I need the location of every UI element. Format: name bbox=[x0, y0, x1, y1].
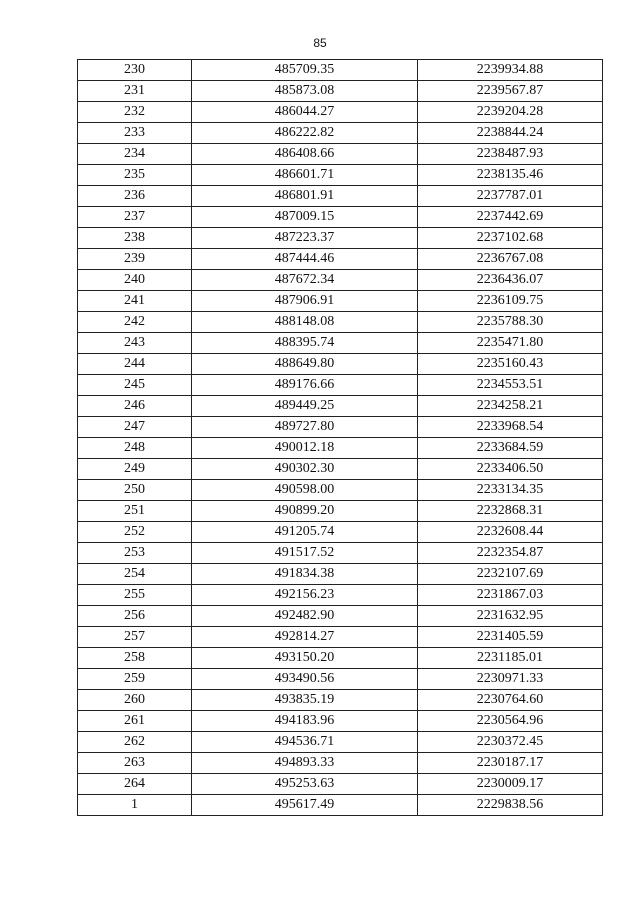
x-coordinate-cell: 486601.71 bbox=[192, 165, 418, 186]
x-coordinate-cell: 488148.08 bbox=[192, 312, 418, 333]
table-row bbox=[78, 396, 603, 417]
point-number-cell: 242 bbox=[78, 312, 192, 333]
x-coordinate-cell: 489727.80 bbox=[192, 417, 418, 438]
y-coordinate-cell: 2238487.93 bbox=[418, 144, 603, 165]
table-row bbox=[78, 186, 603, 207]
y-coordinate-cell: 2230764.60 bbox=[418, 690, 603, 711]
x-coordinate-cell: 487009.15 bbox=[192, 207, 418, 228]
table-row bbox=[78, 669, 603, 690]
point-number-cell: 239 bbox=[78, 249, 192, 270]
y-coordinate-cell: 2230372.45 bbox=[418, 732, 603, 753]
point-number-cell: 262 bbox=[78, 732, 192, 753]
x-coordinate-cell: 486044.27 bbox=[192, 102, 418, 123]
table-row bbox=[78, 102, 603, 123]
x-coordinate-cell: 486801.91 bbox=[192, 186, 418, 207]
y-coordinate-cell: 2231632.95 bbox=[418, 606, 603, 627]
x-coordinate-cell: 485709.35 bbox=[192, 60, 418, 81]
x-coordinate-cell: 487444.46 bbox=[192, 249, 418, 270]
point-number-cell: 260 bbox=[78, 690, 192, 711]
y-coordinate-cell: 2238844.24 bbox=[418, 123, 603, 144]
table-row bbox=[78, 207, 603, 228]
point-number-cell: 237 bbox=[78, 207, 192, 228]
point-number-cell: 243 bbox=[78, 333, 192, 354]
point-number-cell: 244 bbox=[78, 354, 192, 375]
table-row bbox=[78, 627, 603, 648]
point-number-cell: 248 bbox=[78, 438, 192, 459]
table-row bbox=[78, 522, 603, 543]
x-coordinate-cell: 489176.66 bbox=[192, 375, 418, 396]
point-number-cell: 251 bbox=[78, 501, 192, 522]
x-coordinate-cell: 494536.71 bbox=[192, 732, 418, 753]
table-row bbox=[78, 291, 603, 312]
x-coordinate-cell: 494893.33 bbox=[192, 753, 418, 774]
table-row bbox=[78, 648, 603, 669]
table-row bbox=[78, 753, 603, 774]
point-number-cell: 240 bbox=[78, 270, 192, 291]
table-row bbox=[78, 543, 603, 564]
point-number-cell: 255 bbox=[78, 585, 192, 606]
y-coordinate-cell: 2230971.33 bbox=[418, 669, 603, 690]
point-number-cell: 253 bbox=[78, 543, 192, 564]
coordinates-table bbox=[77, 59, 603, 816]
x-coordinate-cell: 487672.34 bbox=[192, 270, 418, 291]
y-coordinate-cell: 2233134.35 bbox=[418, 480, 603, 501]
table-row bbox=[78, 144, 603, 165]
y-coordinate-cell: 2235788.30 bbox=[418, 312, 603, 333]
x-coordinate-cell: 488395.74 bbox=[192, 333, 418, 354]
point-number-cell: 249 bbox=[78, 459, 192, 480]
x-coordinate-cell: 490598.00 bbox=[192, 480, 418, 501]
y-coordinate-cell: 2231867.03 bbox=[418, 585, 603, 606]
table-row bbox=[78, 270, 603, 291]
x-coordinate-cell: 492482.90 bbox=[192, 606, 418, 627]
x-coordinate-cell: 493835.19 bbox=[192, 690, 418, 711]
table-row bbox=[78, 417, 603, 438]
x-coordinate-cell: 493490.56 bbox=[192, 669, 418, 690]
point-number-cell: 232 bbox=[78, 102, 192, 123]
table-row bbox=[78, 774, 603, 795]
point-number-cell: 233 bbox=[78, 123, 192, 144]
x-coordinate-cell: 495617.49 bbox=[192, 795, 418, 816]
table-row bbox=[78, 375, 603, 396]
point-number-cell: 257 bbox=[78, 627, 192, 648]
x-coordinate-cell: 493150.20 bbox=[192, 648, 418, 669]
x-coordinate-cell: 486408.66 bbox=[192, 144, 418, 165]
point-number-cell: 254 bbox=[78, 564, 192, 585]
y-coordinate-cell: 2232608.44 bbox=[418, 522, 603, 543]
table-row bbox=[78, 249, 603, 270]
y-coordinate-cell: 2237787.01 bbox=[418, 186, 603, 207]
point-number-cell: 234 bbox=[78, 144, 192, 165]
table-row bbox=[78, 165, 603, 186]
x-coordinate-cell: 490302.30 bbox=[192, 459, 418, 480]
y-coordinate-cell: 2236109.75 bbox=[418, 291, 603, 312]
x-coordinate-cell: 486222.82 bbox=[192, 123, 418, 144]
y-coordinate-cell: 2238135.46 bbox=[418, 165, 603, 186]
table-row bbox=[78, 333, 603, 354]
table-row bbox=[78, 438, 603, 459]
table-row bbox=[78, 732, 603, 753]
point-number-cell: 238 bbox=[78, 228, 192, 249]
table-row bbox=[78, 585, 603, 606]
point-number-cell: 264 bbox=[78, 774, 192, 795]
point-number-cell: 252 bbox=[78, 522, 192, 543]
table-row bbox=[78, 606, 603, 627]
point-number-cell: 250 bbox=[78, 480, 192, 501]
table-row bbox=[78, 564, 603, 585]
point-number-cell: 235 bbox=[78, 165, 192, 186]
y-coordinate-cell: 2236436.07 bbox=[418, 270, 603, 291]
y-coordinate-cell: 2230187.17 bbox=[418, 753, 603, 774]
x-coordinate-cell: 485873.08 bbox=[192, 81, 418, 102]
table-row bbox=[78, 459, 603, 480]
y-coordinate-cell: 2234553.51 bbox=[418, 375, 603, 396]
table-row bbox=[78, 228, 603, 249]
y-coordinate-cell: 2230564.96 bbox=[418, 711, 603, 732]
table-row bbox=[78, 312, 603, 333]
table-row bbox=[78, 690, 603, 711]
x-coordinate-cell: 487223.37 bbox=[192, 228, 418, 249]
table-row bbox=[78, 480, 603, 501]
table-row bbox=[78, 60, 603, 81]
x-coordinate-cell: 491834.38 bbox=[192, 564, 418, 585]
y-coordinate-cell: 2232107.69 bbox=[418, 564, 603, 585]
y-coordinate-cell: 2232868.31 bbox=[418, 501, 603, 522]
point-number-cell: 231 bbox=[78, 81, 192, 102]
point-number-cell: 247 bbox=[78, 417, 192, 438]
x-coordinate-cell: 490012.18 bbox=[192, 438, 418, 459]
x-coordinate-cell: 492156.23 bbox=[192, 585, 418, 606]
x-coordinate-cell: 494183.96 bbox=[192, 711, 418, 732]
y-coordinate-cell: 2239204.28 bbox=[418, 102, 603, 123]
point-number-cell: 236 bbox=[78, 186, 192, 207]
y-coordinate-cell: 2229838.56 bbox=[418, 795, 603, 816]
point-number-cell: 258 bbox=[78, 648, 192, 669]
y-coordinate-cell: 2233684.59 bbox=[418, 438, 603, 459]
table-row bbox=[78, 123, 603, 144]
x-coordinate-cell: 487906.91 bbox=[192, 291, 418, 312]
y-coordinate-cell: 2230009.17 bbox=[418, 774, 603, 795]
y-coordinate-cell: 2233406.50 bbox=[418, 459, 603, 480]
table-row bbox=[78, 81, 603, 102]
y-coordinate-cell: 2239934.88 bbox=[418, 60, 603, 81]
y-coordinate-cell: 2235160.43 bbox=[418, 354, 603, 375]
y-coordinate-cell: 2231185.01 bbox=[418, 648, 603, 669]
y-coordinate-cell: 2237442.69 bbox=[418, 207, 603, 228]
point-number-cell: 246 bbox=[78, 396, 192, 417]
x-coordinate-cell: 492814.27 bbox=[192, 627, 418, 648]
x-coordinate-cell: 490899.20 bbox=[192, 501, 418, 522]
x-coordinate-cell: 495253.63 bbox=[192, 774, 418, 795]
y-coordinate-cell: 2237102.68 bbox=[418, 228, 603, 249]
table-row bbox=[78, 711, 603, 732]
x-coordinate-cell: 491205.74 bbox=[192, 522, 418, 543]
coordinates-table-body bbox=[78, 60, 603, 816]
x-coordinate-cell: 488649.80 bbox=[192, 354, 418, 375]
x-coordinate-cell: 489449.25 bbox=[192, 396, 418, 417]
table-row bbox=[78, 795, 603, 816]
point-number-cell: 230 bbox=[78, 60, 192, 81]
point-number-cell: 1 bbox=[78, 795, 192, 816]
point-number-cell: 245 bbox=[78, 375, 192, 396]
y-coordinate-cell: 2235471.80 bbox=[418, 333, 603, 354]
page-number: 85 bbox=[313, 36, 327, 50]
y-coordinate-cell: 2231405.59 bbox=[418, 627, 603, 648]
point-number-cell: 263 bbox=[78, 753, 192, 774]
y-coordinate-cell: 2239567.87 bbox=[418, 81, 603, 102]
table-row bbox=[78, 501, 603, 522]
point-number-cell: 261 bbox=[78, 711, 192, 732]
y-coordinate-cell: 2236767.08 bbox=[418, 249, 603, 270]
table-row bbox=[78, 354, 603, 375]
x-coordinate-cell: 491517.52 bbox=[192, 543, 418, 564]
point-number-cell: 256 bbox=[78, 606, 192, 627]
point-number-cell: 259 bbox=[78, 669, 192, 690]
point-number-cell: 241 bbox=[78, 291, 192, 312]
y-coordinate-cell: 2232354.87 bbox=[418, 543, 603, 564]
y-coordinate-cell: 2233968.54 bbox=[418, 417, 603, 438]
y-coordinate-cell: 2234258.21 bbox=[418, 396, 603, 417]
